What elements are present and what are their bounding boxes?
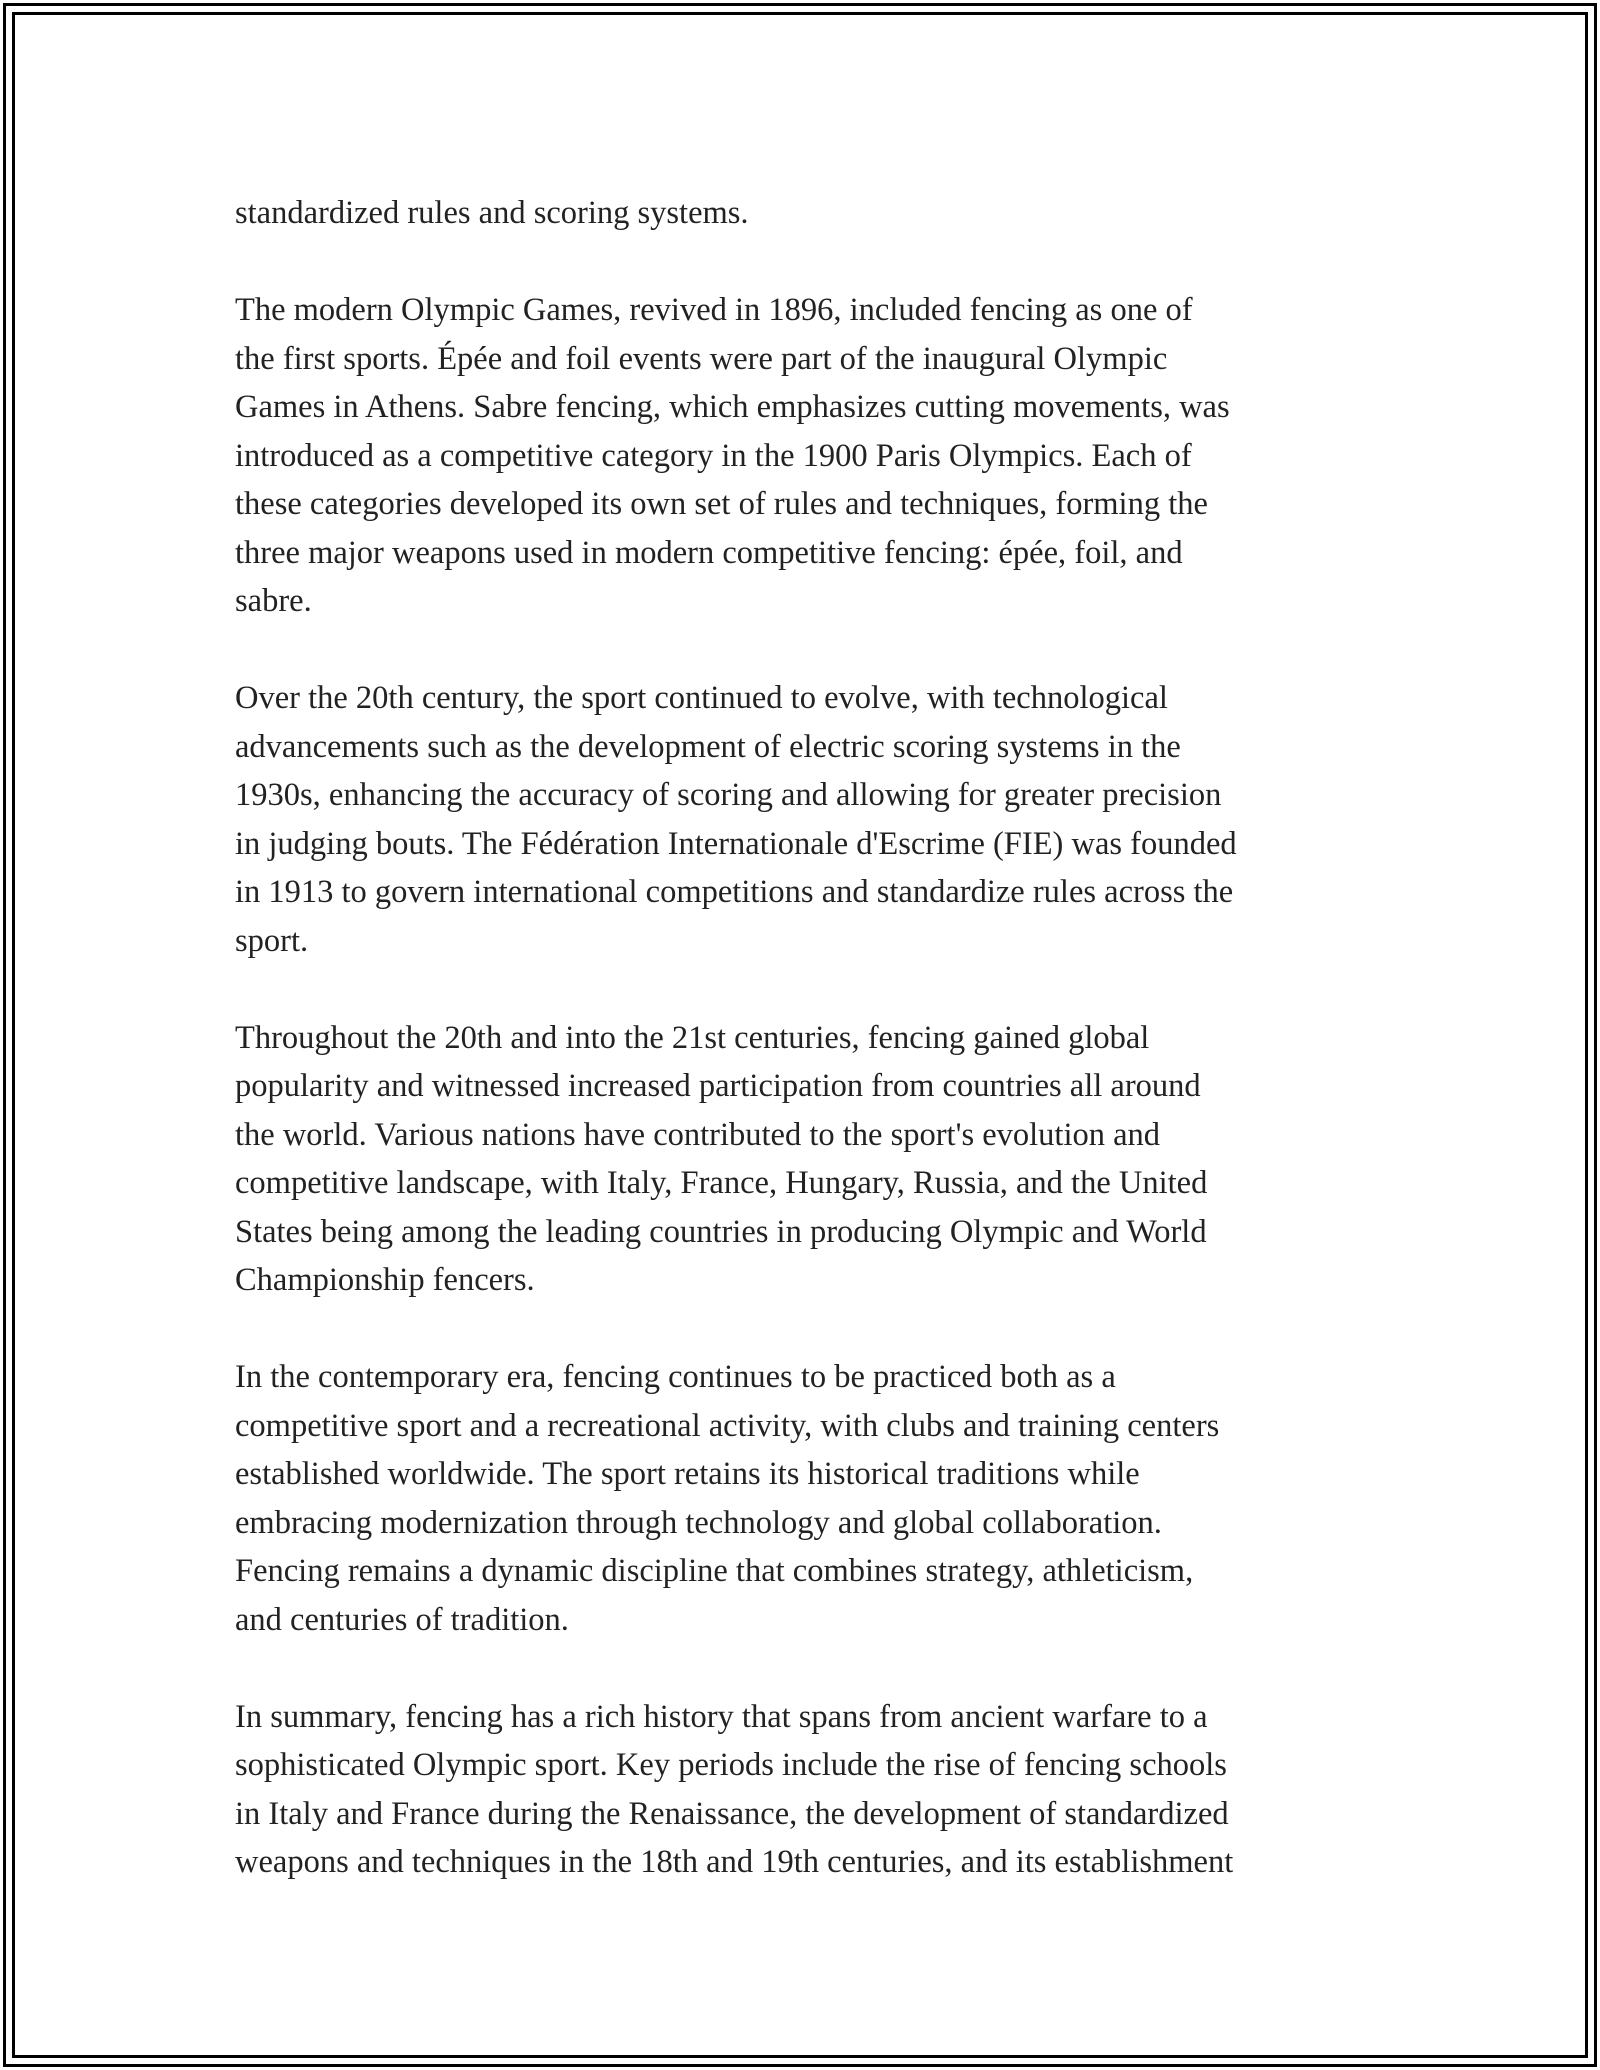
text-line: Over the 20th century, the sport continued to evolve, with technological: [235, 680, 1168, 716]
text-line: embracing modernization through technology and global collaboration.: [235, 1504, 1162, 1541]
text-line: The modern Olympic Games, revived in 1896, included fencing as one of: [235, 292, 1193, 328]
text-line: competitive landscape, with Italy, France, Hungary, Russia, and the United: [235, 1165, 1208, 1201]
text-line: the world. Various nations have contributed to the sport's evolution and: [235, 1116, 1161, 1153]
text-line: sport.: [235, 922, 309, 959]
text-line: established worldwide. The sport retains its historical traditions while: [235, 1456, 1140, 1492]
text-line: Throughout the 20th and into the 21st centuries, fencing gained global: [235, 1019, 1150, 1056]
text-line: In the contemporary era, fencing continues to be practiced both as a: [235, 1359, 1116, 1395]
text-line: States being among the leading countries in producing Olympic and World: [235, 1213, 1207, 1250]
text-line: these categories developed its own set of rules and techniques, forming the: [235, 486, 1208, 522]
paragraph: [235, 1693, 1375, 1887]
text-line: in 1913 to govern international competitions and standardize rules across the: [235, 874, 1234, 910]
text-line: three major weapons used in modern competitive fencing: épée, foil, and: [235, 534, 1183, 571]
text-line: sophisticated Olympic sport. Key periods include the rise of fencing schools: [235, 1747, 1227, 1783]
text-line: in judging bouts. The Fédération Internationale d'Escrime (FIE) was founded: [235, 825, 1237, 862]
text-line: weapons and techniques in the 18th and 19th centuries, and its establishment: [235, 1844, 1234, 1880]
text-line: standardized rules and scoring systems.: [235, 195, 749, 231]
text-line: Games in Athens. Sabre fencing, which emphasizes cutting movements, was: [235, 389, 1230, 425]
text-line: Fencing remains a dynamic discipline that combines strategy, athleticism,: [235, 1553, 1194, 1589]
paragraph: [235, 189, 1375, 238]
paragraph: [235, 1353, 1375, 1644]
paragraph: [235, 286, 1375, 626]
text-line: advancements such as the development of electric scoring systems in the: [235, 728, 1181, 765]
text-line: In summary, fencing has a rich history that spans from ancient warfare to a: [235, 1698, 1208, 1735]
text-line: sabre.: [235, 583, 312, 619]
text-line: and centuries of tradition.: [235, 1601, 569, 1638]
text-line: in Italy and France during the Renaissance, the development of standardized: [235, 1795, 1229, 1832]
paragraph: [235, 674, 1375, 965]
text-line: 1930s, enhancing the accuracy of scoring and allowing for greater precision: [235, 777, 1222, 813]
text-line: Championship fencers.: [235, 1262, 535, 1298]
text-line: the first sports. Épée and foil events were part of the inaugural Olympic: [235, 340, 1168, 377]
paragraph: [235, 1014, 1375, 1305]
text-line: introduced as a competitive category in the 1900 Paris Olympics. Each of: [235, 437, 1192, 474]
text-line: competitive sport and a recreational activity, with clubs and training centers: [235, 1407, 1220, 1444]
document-body: [235, 189, 1375, 1935]
text-line: popularity and witnessed increased participation from countries all around: [235, 1068, 1201, 1104]
